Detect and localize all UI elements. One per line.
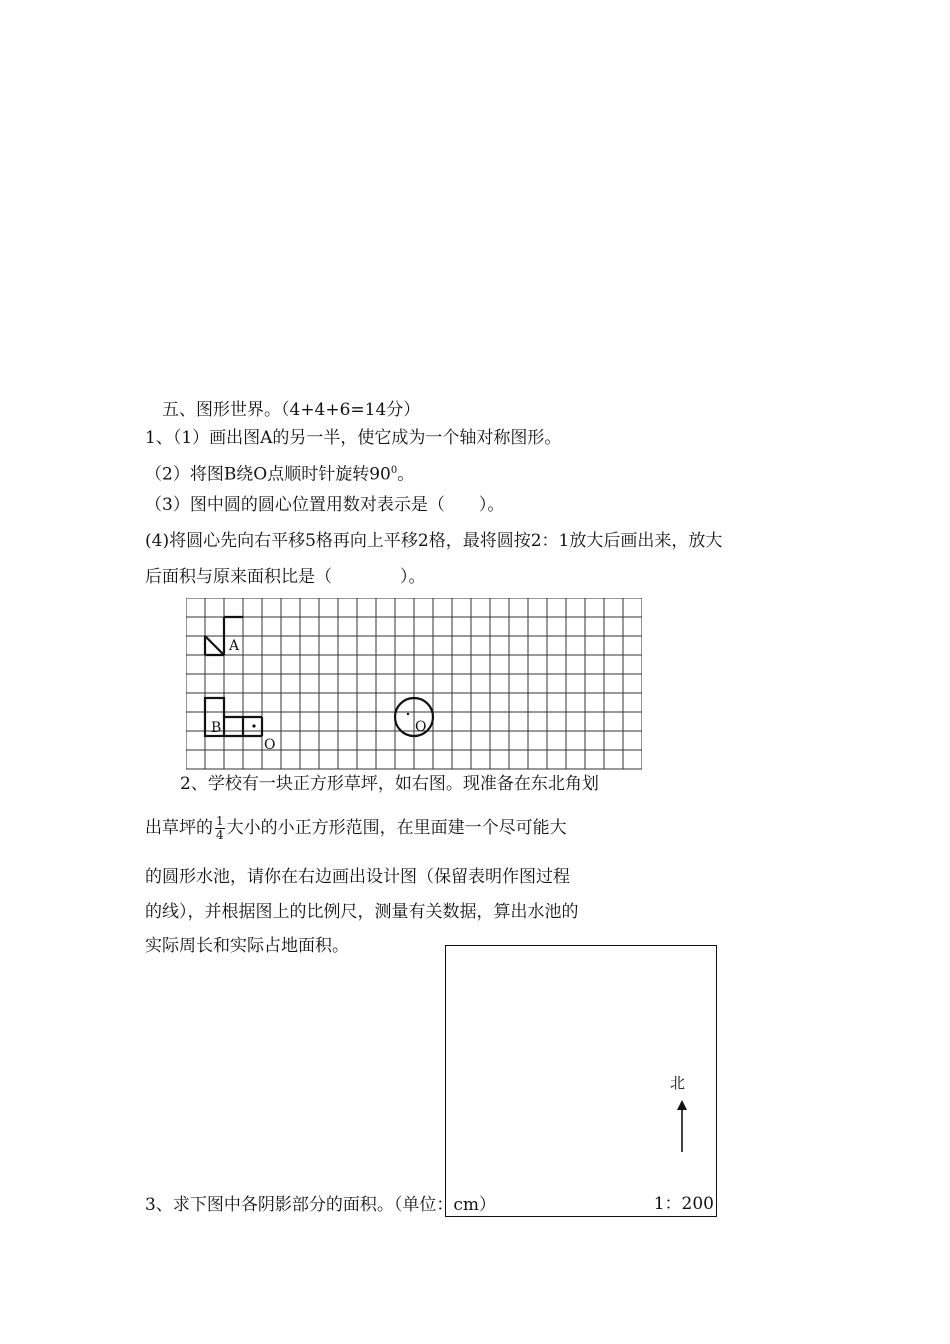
section-title: 五、图形世界。（4+4+6=14分） xyxy=(162,400,421,420)
scale-label: 1：200 xyxy=(653,1194,714,1214)
fraction-denominator: 4 xyxy=(216,828,224,842)
q1-part2-end: 。 xyxy=(397,464,415,485)
q1-part2-text: （2）将图B绕O点顺时针旋转90 xyxy=(145,464,391,485)
q2-line2-start: 出草坪的 xyxy=(145,818,213,838)
label-b: B xyxy=(211,720,222,736)
q2-line5: 实际周长和实际占地面积。 xyxy=(145,936,349,956)
q2-line4: 的线），并根据图上的比例尺，测量有关数据，算出水池的 xyxy=(145,902,579,922)
quarter-fraction xyxy=(215,815,225,842)
point-o-dot xyxy=(252,724,255,727)
q1-part2-degree: 0 xyxy=(390,465,398,476)
north-arrow-icon xyxy=(672,1098,692,1154)
lawn-square-diagram xyxy=(445,945,717,1217)
q1-part4-line1: (4)将圆心先向右平移5格再向上平移2格，最将圆按2：1放大后画出来，放大 xyxy=(145,531,723,551)
label-a: A xyxy=(229,638,240,654)
grid-lines xyxy=(186,598,642,769)
fraction-numerator: 1 xyxy=(216,814,224,828)
q1-part3: （3）图中圆的圆心位置用数对表示是（ ）。 xyxy=(145,495,505,515)
q2-line2-end: 大小的小正方形范围，在里面建一个尽可能大 xyxy=(226,818,567,838)
q1-part4-line2: 后面积与原来面积比是（ ）。 xyxy=(145,567,426,587)
north-label: 北 xyxy=(670,1074,686,1092)
label-o-lower: O xyxy=(264,737,276,753)
q1-intro: 1、（1）画出图A的另一半，使它成为一个轴对称图形。 xyxy=(145,428,562,448)
coordinate-grid xyxy=(186,598,642,778)
circle-center-dot xyxy=(407,713,409,715)
label-o-circle: O xyxy=(415,719,427,735)
q1-part2 xyxy=(145,460,414,486)
q2-line3: 的圆形水池，请你在右边画出设计图（保留表明作图过程 xyxy=(145,867,570,887)
q2-line1: 2、学校有一块正方形草坪，如右图。现准备在东北角划 xyxy=(180,774,599,794)
q3-text: 3、求下图中各阴影部分的面积。（单位：cm） xyxy=(145,1195,496,1215)
q2-line2 xyxy=(145,815,567,842)
